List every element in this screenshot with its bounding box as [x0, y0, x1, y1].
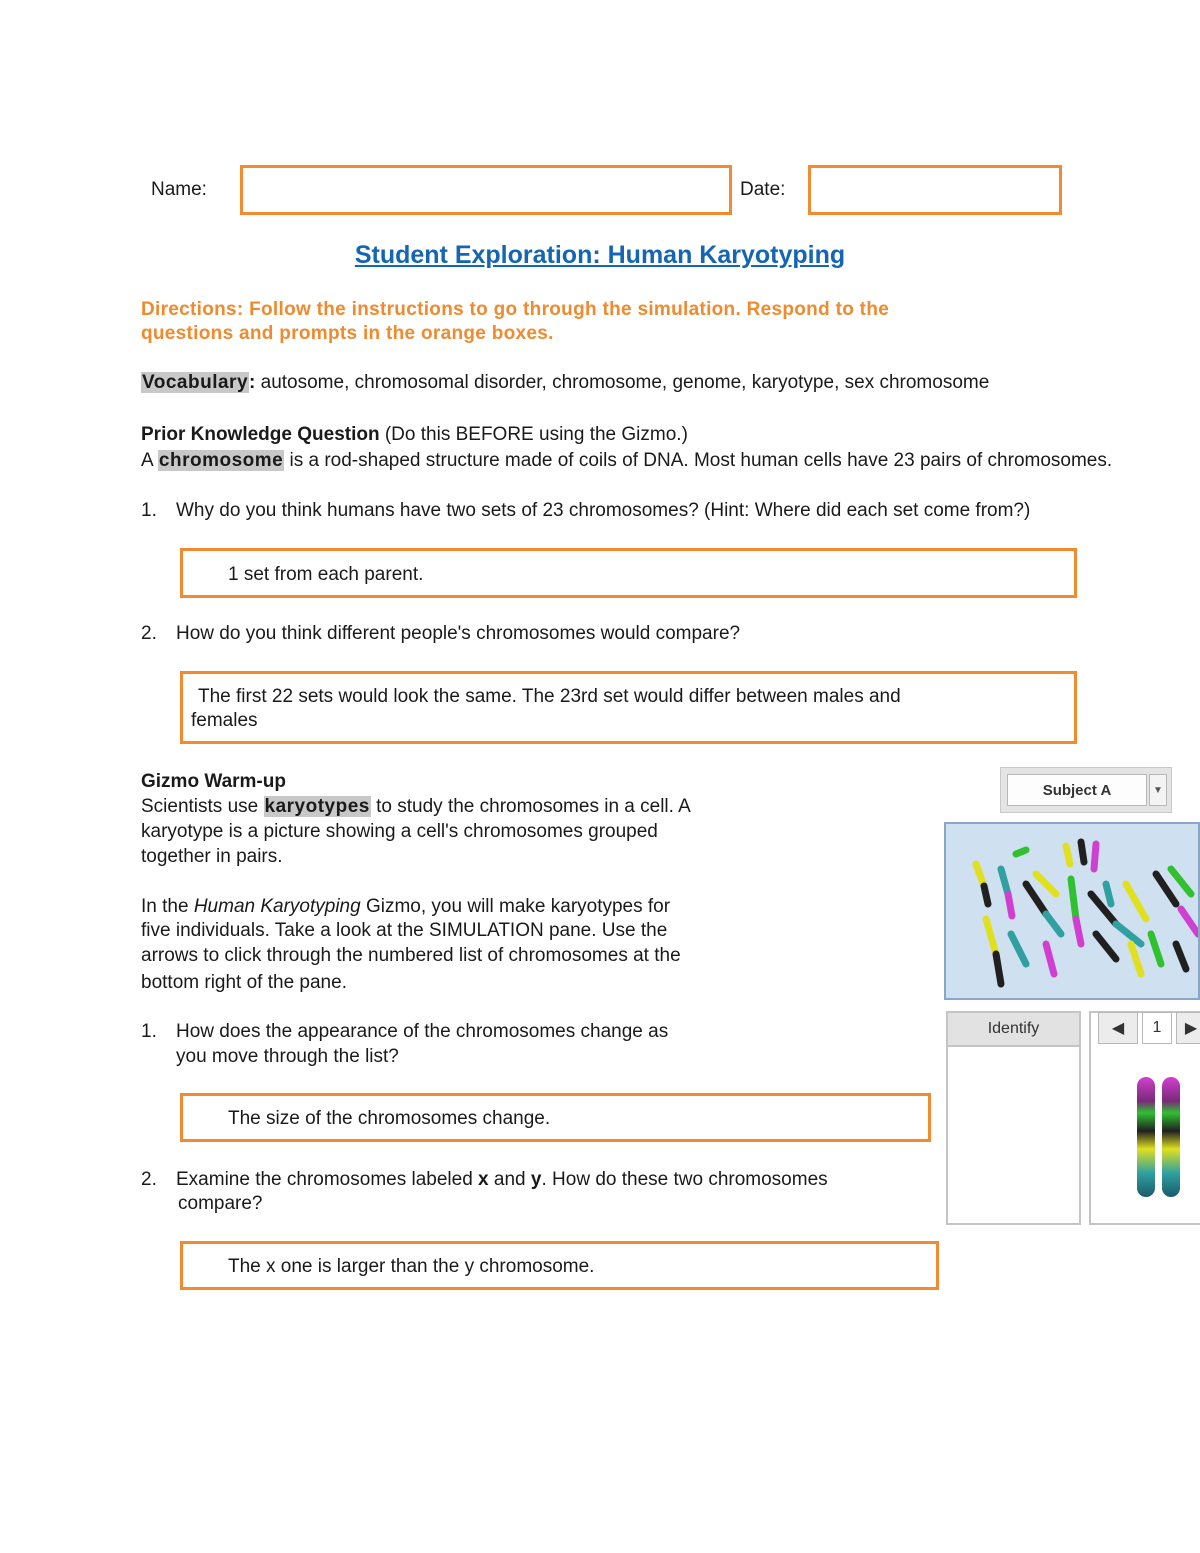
chromosome-pair-image: [1091, 1013, 1200, 1227]
vocabulary-line: [141, 371, 989, 395]
answer-text-line-1: The first 22 sets would look the same. The 23rd set would differ between males and: [198, 686, 901, 707]
answer-box-prior-q2[interactable]: [180, 671, 1077, 744]
warmup-p2-a: In the: [141, 896, 194, 917]
vocabulary-terms: autosome, chromosomal disorder, chromosome, genome, karyotype, sex chromosome: [255, 372, 990, 393]
chevron-down-icon[interactable]: ▼: [1149, 774, 1167, 806]
question-text-line-1: How does the appearance of the chromosomes change as: [176, 1021, 669, 1042]
warmup-p1-line-3: together in pairs.: [141, 846, 283, 867]
x-label: x: [478, 1169, 489, 1190]
answer-text: The x one is larger than the y chromosome.: [228, 1256, 595, 1277]
question-number: 1.: [141, 1021, 157, 1042]
directions-line-2: questions and prompts in the orange boxes.: [141, 323, 554, 344]
chromosome-term: chromosome: [158, 450, 284, 471]
q2-text-b: . How do these two chromosomes: [541, 1169, 828, 1190]
gizmo-name: Human Karyotyping: [193, 896, 361, 917]
warmup-p1-a: Scientists use: [141, 796, 264, 817]
y-label: y: [530, 1169, 542, 1190]
prior-knowledge-heading: Prior Knowledge Question: [141, 424, 380, 445]
identify-panel[interactable]: [946, 1011, 1081, 1225]
question-text: Why do you think humans have two sets of 23 chromosomes? (Hint: Where did each set come from?): [176, 500, 1031, 521]
answer-box-prior-q1[interactable]: [180, 548, 1077, 598]
question-number: 1.: [141, 500, 157, 521]
warmup-heading: Gizmo Warm-up: [141, 771, 286, 792]
warmup-p2-line-3: arrows to click through the numbered list of chromosomes at the: [141, 945, 681, 966]
warmup-p2-line-1: [141, 895, 670, 919]
prior-knowledge-note: (Do this BEFORE using the Gizmo.): [379, 424, 688, 445]
question-text-line-1: [176, 1168, 828, 1192]
question-number: 2.: [141, 623, 157, 644]
directions-line-1: Directions: Follow the instructions to go through the simulation. Respond to the: [141, 299, 890, 320]
answer-text-line-2: females: [191, 710, 258, 731]
warmup-p2-b: Gizmo, you will make karyotypes for: [360, 896, 671, 917]
answer-box-warmup-q2[interactable]: [180, 1241, 939, 1290]
question-text: How do you think different people's chromosomes would compare?: [176, 623, 741, 644]
name-label: Name:: [151, 179, 207, 200]
vocabulary-colon: :: [249, 372, 256, 393]
next-arrow-icon[interactable]: ▶: [1176, 1012, 1200, 1044]
name-field[interactable]: [240, 165, 732, 215]
warmup-p2-line-2: five individuals. Take a look at the SIMULATION pane. Use the: [141, 920, 668, 941]
date-label: Date:: [740, 179, 786, 200]
previous-arrow-icon[interactable]: ◀: [1098, 1012, 1138, 1044]
date-field[interactable]: [808, 165, 1062, 215]
chromosome-spread-image: [946, 824, 1200, 1000]
subject-select[interactable]: [1000, 767, 1172, 813]
page-title: Student Exploration: Human Karyotyping: [354, 241, 846, 269]
page-number-field[interactable]: 1: [1142, 1012, 1172, 1044]
question-text-line-2: you move through the list?: [176, 1046, 399, 1067]
q2-and: and: [488, 1169, 531, 1190]
warmup-p1-line-1: [141, 795, 691, 819]
answer-text: 1 set from each parent.: [228, 564, 424, 585]
identify-header[interactable]: Identify: [948, 1013, 1079, 1047]
answer-box-warmup-q1[interactable]: [180, 1093, 931, 1142]
prior-knowledge-intro: [141, 449, 1112, 473]
warmup-p1-b: to study the chromosomes in a cell. A: [370, 796, 691, 817]
karyotypes-term: karyotypes: [264, 796, 370, 817]
subject-select-value: Subject A: [1007, 774, 1147, 806]
question-number: 2.: [141, 1169, 157, 1190]
intro-text-a: A: [141, 450, 158, 471]
q2-text-a: Examine the chromosomes labeled: [176, 1169, 479, 1190]
intro-text-b: is a rod-shaped structure made of coils of DNA. Most human cells have 23 pairs of chromosomes.: [284, 450, 1113, 471]
warmup-p1-line-2: karyotype is a picture showing a cell's chromosomes grouped: [141, 821, 658, 842]
prior-knowledge-heading-line: [141, 423, 688, 447]
question-text-line-2: compare?: [178, 1193, 263, 1214]
vocabulary-label: Vocabulary: [142, 372, 249, 393]
simulation-pane[interactable]: [944, 822, 1200, 1000]
warmup-p2-line-4: bottom right of the pane.: [141, 972, 347, 993]
answer-text: The size of the chromosomes change.: [228, 1108, 551, 1129]
